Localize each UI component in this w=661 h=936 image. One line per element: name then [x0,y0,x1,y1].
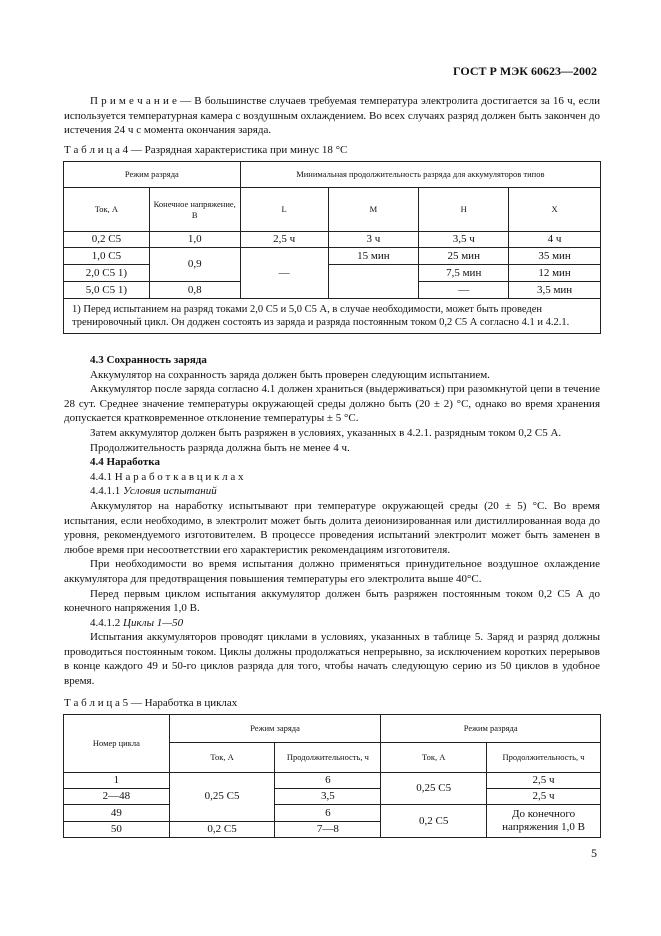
t5-cell: 7—8 [275,821,381,837]
t4-cell: 0,9 [149,248,240,282]
t5-head-charge-duration: Продолжительность, ч [275,743,381,772]
t4-head-type-l: L [240,188,328,232]
t5-head-discharge-current: Ток, А [381,743,487,772]
t4-cell: 1,0 C5 [64,248,150,265]
t4-cell: 3 ч [328,232,419,248]
body-paragraph: Аккумулятор после заряда согласно 4.1 должен храниться (выдерживаться) при разомкнутой цепи в течение 28 сут. Среднее значение температуры окружающей среды должно быть (20 ± 2) °С, однако во время хранения допускается кратковременное отклонение температуры ± 5 °С. [64,383,600,425]
t5-cell: 0,2 C5 [381,805,487,838]
t4-cell: 3,5 мин [509,282,601,299]
subsection-heading: 4.4.1 Н а р а б о т к а в ц и к л а х [90,470,244,483]
t5-cell: 6 [275,772,381,788]
t5-cell: 50 [64,821,170,837]
t5-cell: 2—48 [64,789,170,805]
table5-caption: Т а б л и ц а 5 — Наработка в циклах [64,697,238,709]
t5-head-charge-current: Ток, А [169,743,275,772]
body-paragraph: Продолжительность разряда должна быть не менее 4 ч. [90,441,350,454]
t4-cell: 2,5 ч [240,232,328,248]
t4-footnote: 1) Перед испытанием на разряд токами 2,0 C5 и 5,0 C5 А, в случае необходимости, может быть проведен тренировочный цикл. Он доджен состоять из заряда и разряда постоянным током 0,2 C5 А согласно 4.1 и 4.2.1. [64,299,601,334]
t4-cell: 4 ч [509,232,601,248]
body-paragraph: Испытания аккумуляторов проводят циклами в условиях, указанных в таблице 5. Заряд и разряд должны проводиться постоянным током. Циклы должны продолжаться непрерывно, за исключением коротких перерывов в конце каждого 49 и 50-го циклов разряда для того, чтобы начать следующую серию из 50 циклов в удобное время. [64,631,600,688]
t4-cell: 5,0 C5 1) [64,282,150,299]
t4-head-mode: Режим разряда [64,162,241,188]
table-row [64,805,601,821]
t4-head-type-m: M [328,188,419,232]
t4-cell [328,265,419,299]
t5-cell: 3,5 [275,789,381,805]
note-prefix: П р и м е ч а н и е [90,95,177,107]
table4-caption: Т а б л и ц а 4 — Разрядная характеристика при минус 18 °С [64,144,348,156]
t5-cell: 0,25 C5 [381,772,487,805]
document-header: ГОСТ Р МЭК 60623—2002 [453,64,597,78]
t4-cell: 7,5 мин [419,265,509,282]
t5-cell: 1 [64,772,170,788]
t4-cell: 0,2 C5 [64,232,150,248]
table-row [64,789,601,805]
t4-head-min: Минимальная продолжительность разряда для аккумуляторов типов [240,162,600,188]
subsection-title: Циклы 1—50 [123,616,184,629]
t4-head-type-h: H [419,188,509,232]
body-paragraph: Затем аккумулятор должен быть разряжен в условиях, указанных в 4.2.1. разрядным током 0,2 C5 А. [90,426,562,439]
note-paragraph [64,94,600,138]
body-paragraph: Перед первым циклом испытания аккумулятор должен быть разряжен постоянным током 0,2 C5 А до конечного напряжения 1,0 В. [64,587,600,615]
note-text: — В большинстве случаев требуемая температура электролита достигается за 16 ч, если используется температурная камера с воздушным охлаждением. Во всех случаях разряд должен быть закончен до истечения 24 ч с момента окончания заряда. [64,95,600,137]
t4-cell: 2,0 C5 1) [64,265,150,282]
t5-head-cycle: Номер цикла [64,715,170,773]
t4-cell: 1,0 [149,232,240,248]
body-paragraph: Аккумулятор на наработку испытывают при температуре окружающей среды (20 ± 5) °С. Во время испытания, если необходимо, в электролит может быть долита деионизированная или дистиллированная вода до уровня, рекомендуемого изготовителем. В процессе проведения испытаний электролит может быть заменен в любое время при несоответствии его характеристик рекомендациям изготовителя. [64,499,600,556]
table-row [64,232,601,248]
table-row [64,248,601,265]
subsection-number: 4.4.1.2 [90,616,123,629]
t5-cell: 6 [275,805,381,821]
section-heading: 4.3 Сохранность заряда [90,354,207,366]
t4-cell: — [240,248,328,299]
body-paragraph: При необходимости во время испытания должно применяться принудительное воздушное охлаждение аккумулятора для предотвращения повышения температуры его электролита выше 40°С. [64,558,600,585]
t5-cell: 2,5 ч [487,772,601,788]
t4-cell: 0,8 [149,282,240,299]
table5 [63,714,601,838]
t4-cell: 35 мин [509,248,601,265]
t5-cell: 0,2 C5 [169,821,275,837]
t4-cell: — [419,282,509,299]
t5-head-discharge: Режим разряда [381,715,601,743]
t5-cell: До конечного напряжения 1,0 В [487,805,601,838]
table-row [64,772,601,788]
t4-cell: 3,5 ч [419,232,509,248]
t5-head-discharge-duration: Продолжительность, ч [487,743,601,772]
t4-head-current: Ток, А [64,188,150,232]
subsection-number: 4.4.1.1 [90,485,123,498]
t4-cell: 15 мин [328,248,419,265]
table4 [63,161,601,334]
t4-cell: 12 мин [509,265,601,282]
subsection-heading [64,484,600,499]
t5-cell: 2,5 ч [487,789,601,805]
table-row [64,265,601,282]
t4-cell: 25 мин [419,248,509,265]
t5-head-charge: Режим заряда [169,715,381,743]
t5-cell: 0,25 C5 [169,772,275,821]
t5-cell: 49 [64,805,170,821]
section-heading: 4.4 Наработка [90,456,160,469]
page-number: 5 [591,846,597,860]
subsection-title: Условия испытаний [123,485,217,498]
subsection-heading [64,616,600,631]
body-paragraph: Аккумулятор на сохранность заряда должен быть проверен следующим испытанием. [90,368,490,381]
section-4-3 [64,353,600,689]
t4-head-type-x: X [509,188,601,232]
t4-head-voltage: Конечное напряжение, В [149,188,240,232]
